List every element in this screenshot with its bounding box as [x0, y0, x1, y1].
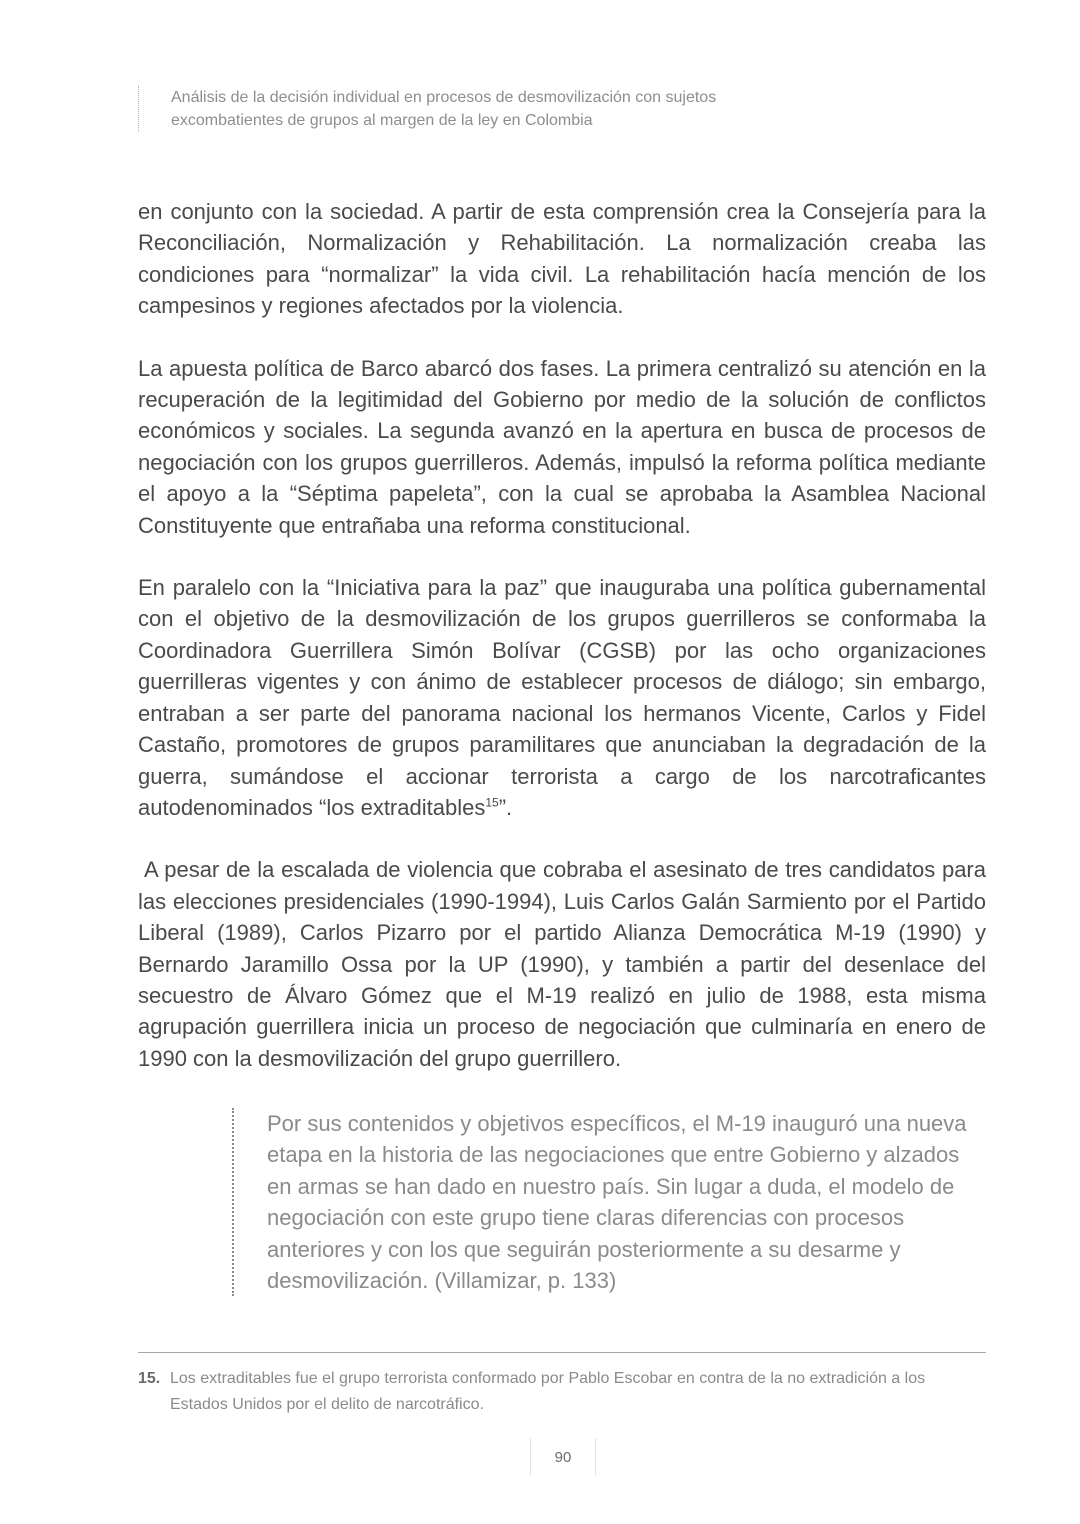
paragraph-3-text: En paralelo con la “Iniciativa para la paz” que inauguraba una política gubernamental con el objetivo de la desmovilización de los grupos guerrilleros se conformaba la Coordinadora Guerrillera Simón Bolívar (CGSB) por las ocho organizaciones guerrilleras vigentes y con ánimo de establecer procesos de diálogo; sin embargo, entraban a ser parte del panorama nacional los hermanos Vicente, Carlos y Fidel Castaño, promotores de grupos paramilitares que anunciaban la degradación de la guerra, sumándose el accionar terrorista a cargo de los narcotraficantes autodenominados “los extraditables [138, 575, 986, 820]
running-header-line-1: Análisis de la decisión individual en procesos de desmovilización con sujetos [171, 89, 717, 106]
paragraph-3 [138, 572, 986, 823]
page-number: 90 [530, 1438, 596, 1476]
footnote [138, 1366, 986, 1418]
block-quote: Por sus contenidos y objetivos específicos, el M-19 inauguró una nueva etapa en la historia de las negociaciones que entre Gobierno y alzados en armas se han dado en nuestro país. Sin lugar a duda, el modelo de negociación con este grupo tiene claras diferencias con procesos anteriores y con los que seguirán posteriormente a su desarme y desmovilización. (Villamizar, p. 133) [232, 1108, 987, 1296]
body-text [138, 196, 986, 1105]
paragraph-1: en conjunto con la sociedad. A partir de esta comprensión crea la Consejería para la Reconciliación, Normalización y Rehabilitación. La normalización creaba las condiciones para “normalizar” la vida civil. La rehabilitación hacía mención de los campesinos y regiones afectados por la violencia. [138, 199, 986, 319]
running-header-line-2: excombatientes de grupos al margen de la ley en Colombia [171, 112, 593, 129]
footnote-divider [138, 1352, 986, 1353]
paragraph-4: A pesar de la escalada de violencia que cobraba el asesinato de tres candidatos para las elecciones presidenciales (1990-1994), Luis Carlos Galán Sarmiento por el Partido Liberal (1989), Carlos Pizarro por el partido Alianza Democrática M-19 (1990) y Bernardo Jaramillo Ossa por la UP (1990), y también a partir del desenlace del secuestro de Álvaro Gómez que el M-19 realizó en julio de 1988, esta misma agrupación guerrillera inicia un proceso de negociación que culminaría en enero de 1990 con la desmovilización del grupo guerrillero. [138, 857, 986, 1071]
paragraph-3-end: ”. [498, 794, 513, 820]
footnote-number: 15. [138, 1370, 161, 1387]
paragraph-2: La apuesta política de Barco abarcó dos fases. La primera centralizó su atención en la recuperación de la legitimidad del Gobierno por medio de la solución de conflictos económicos y sociales. La segunda avanzó en la apertura en busca de procesos de negociación con los grupos guerrilleros. Además, impulsó la reforma política mediante el apoyo a la “Séptima papeleta”, con la cual se aprobaba la Asamblea Nacional Constituyente que entrañaba una reforma constitucional. [138, 355, 986, 538]
running-header [138, 86, 971, 132]
footnote-text: Los extraditables fue el grupo terrorista conformado por Pablo Escobar en contra de la no extradición a los Estados Unidos por el delito de narcotráfico. [170, 1370, 926, 1413]
footnote-reference[interactable]: 15 [485, 795, 499, 810]
